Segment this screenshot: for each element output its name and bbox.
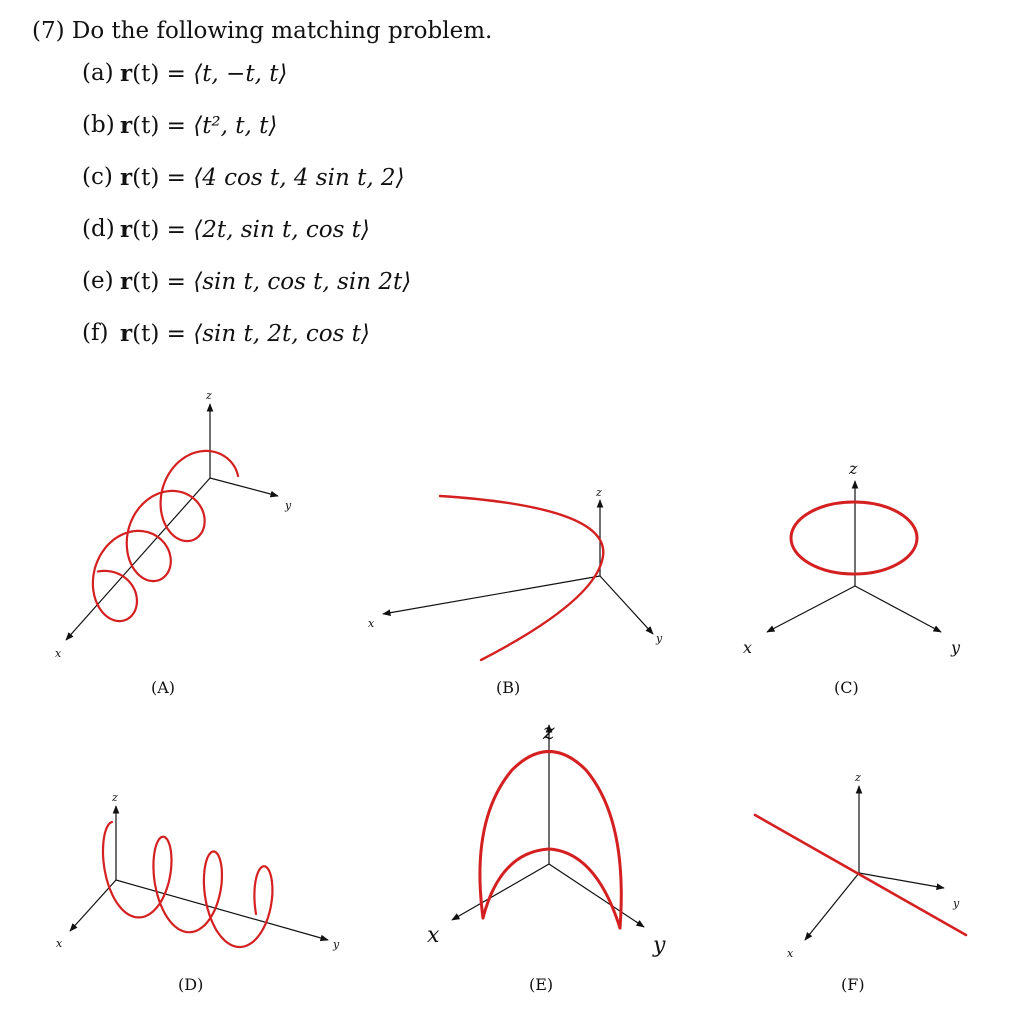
x-axis [66, 478, 210, 640]
figure-caption: (E) [529, 975, 554, 994]
figure-f [755, 771, 966, 994]
y-axis-label: y [653, 933, 666, 958]
z-axis-label: z [543, 720, 555, 745]
y-axis-label: y [951, 638, 961, 657]
part-equation: r(t) = ⟨sin t, 2t, cos t⟩ [120, 320, 370, 347]
part-equation: r(t) = ⟨t, −t, t⟩ [120, 60, 288, 87]
figure-d [56, 791, 340, 994]
x-axis [767, 586, 855, 632]
y-axis [600, 576, 653, 634]
part-equation: r(t) = ⟨2t, sin t, cos t⟩ [120, 216, 370, 243]
figure-caption: (D) [178, 975, 204, 994]
z-axis-label: z [596, 486, 602, 499]
figure-caption: (B) [496, 678, 521, 697]
figure-c [743, 459, 961, 697]
x-axis [452, 864, 549, 920]
part-label: (d) [82, 216, 115, 242]
x-axis-label: x [427, 923, 440, 948]
figure-b [368, 486, 663, 697]
x-axis-label: x [55, 647, 62, 660]
figure-e [427, 720, 666, 994]
part-equation: r(t) = ⟨t², t, t⟩ [120, 112, 278, 139]
y-axis-label: y [953, 897, 960, 910]
helix-curve [103, 822, 272, 947]
figure-caption: (F) [841, 975, 865, 994]
x-axis-label: x [787, 947, 794, 960]
part-label: (f) [82, 320, 109, 346]
inner-arc [483, 849, 620, 928]
z-axis-label: z [112, 791, 118, 804]
parabola-curve [440, 496, 603, 660]
problem-number: (7) [32, 18, 65, 44]
part-equation: r(t) = ⟨4 cos t, 4 sin t, 2⟩ [120, 164, 405, 191]
figure-caption: (A) [151, 678, 176, 697]
part-label: (a) [82, 60, 114, 86]
helix-curve [93, 451, 238, 621]
y-axis-label: y [285, 499, 292, 512]
y-axis-label: y [656, 632, 663, 645]
y-axis [116, 880, 328, 940]
y-axis-label: y [333, 938, 340, 951]
x-axis-label: x [368, 617, 375, 630]
part-label: (b) [82, 112, 115, 138]
outer-arc [480, 752, 621, 929]
x-axis [805, 873, 859, 940]
z-axis-label: z [849, 459, 858, 478]
z-axis-label: z [855, 771, 861, 784]
x-axis [383, 576, 600, 614]
problem-instruction: Do the following matching problem. [71, 18, 493, 44]
x-axis-label: x [56, 937, 63, 950]
part-label: (e) [82, 268, 114, 294]
x-axis-label: x [743, 638, 753, 657]
line-curve [755, 815, 966, 935]
part-equation: r(t) = ⟨sin t, cos t, sin 2t⟩ [120, 268, 412, 295]
z-axis-label: z [206, 389, 212, 402]
y-axis [210, 478, 278, 496]
circle-curve [791, 502, 917, 574]
figure-a [55, 389, 292, 697]
figure-caption: (C) [834, 678, 859, 697]
part-label: (c) [82, 164, 113, 190]
y-axis [855, 586, 941, 632]
y-axis [549, 864, 644, 927]
